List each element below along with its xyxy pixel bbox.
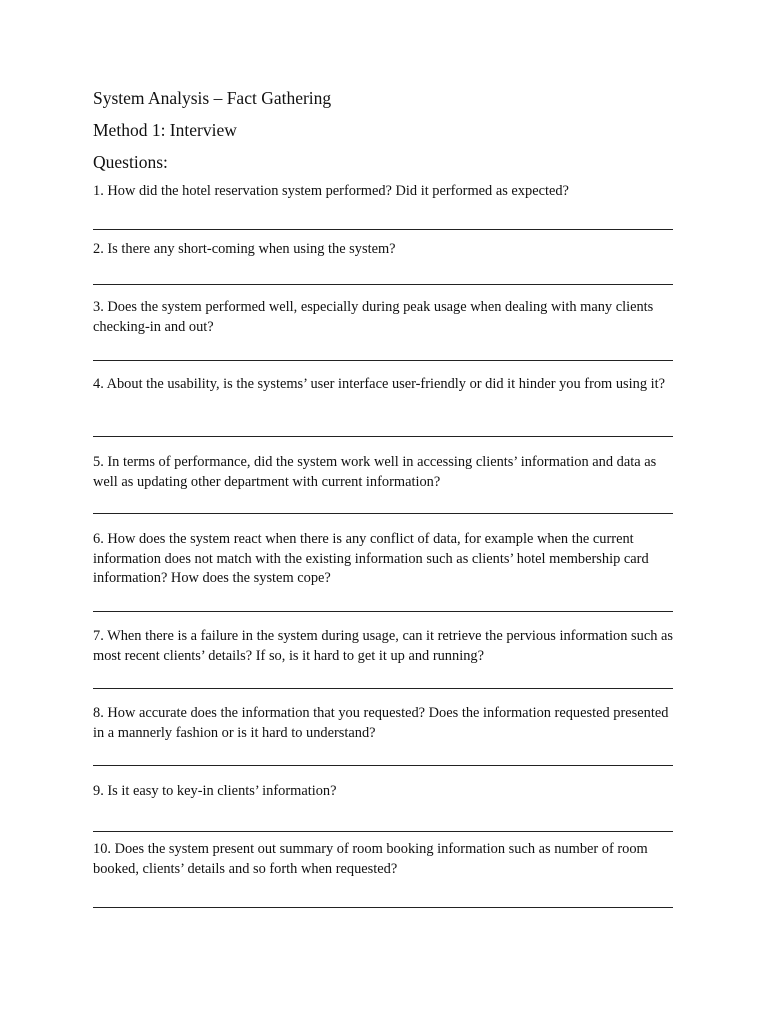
answer-line-5: [93, 513, 673, 514]
question-6: 6. How does the system react when there is any conflict of data, for example when the current information does not match with the existing information such as clients’ hotel membership card information? How does the system cope?: [93, 531, 649, 586]
question-8: 8. How accurate does the information that you requested? Does the information requested presented in a mannerly fashion or is it hard to understand?: [93, 705, 669, 741]
document-title: System Analysis – Fact Gathering: [93, 88, 332, 108]
question-1: 1. How did the hotel reservation system performed? Did it performed as expected?: [93, 183, 569, 199]
method-heading: Method 1: Interview: [93, 120, 237, 140]
answer-line-2: [93, 284, 673, 285]
questions-heading: Questions:: [93, 152, 168, 172]
answer-line-10: [93, 907, 673, 908]
question-2: 2. Is there any short-coming when using the system?: [93, 241, 396, 257]
answer-line-8: [93, 765, 673, 766]
question-3: 3. Does the system performed well, especially during peak usage when dealing with many clients checking-in and out?: [93, 299, 654, 335]
question-4: 4. About the usability, is the systems’ user interface user-friendly or did it hinder you from using it?: [93, 376, 666, 392]
answer-line-9: [93, 831, 673, 832]
answer-line-3: [93, 360, 673, 361]
answer-line-1: [93, 229, 673, 230]
answer-line-6: [93, 611, 673, 612]
question-10: 10. Does the system present out summary of room booking information such as number of room booked, clients’ details and so forth when requested?: [93, 841, 648, 877]
question-7: 7. When there is a failure in the system during usage, can it retrieve the pervious information such as most recent clients’ details? If so, is it hard to get it up and running?: [93, 628, 673, 664]
question-5: 5. In terms of performance, did the system work well in accessing clients’ information and data as well as updating other department with current information?: [93, 454, 657, 490]
answer-line-7: [93, 688, 673, 689]
answer-line-4: [93, 436, 673, 437]
question-9: 9. Is it easy to key-in clients’ information?: [93, 783, 337, 799]
